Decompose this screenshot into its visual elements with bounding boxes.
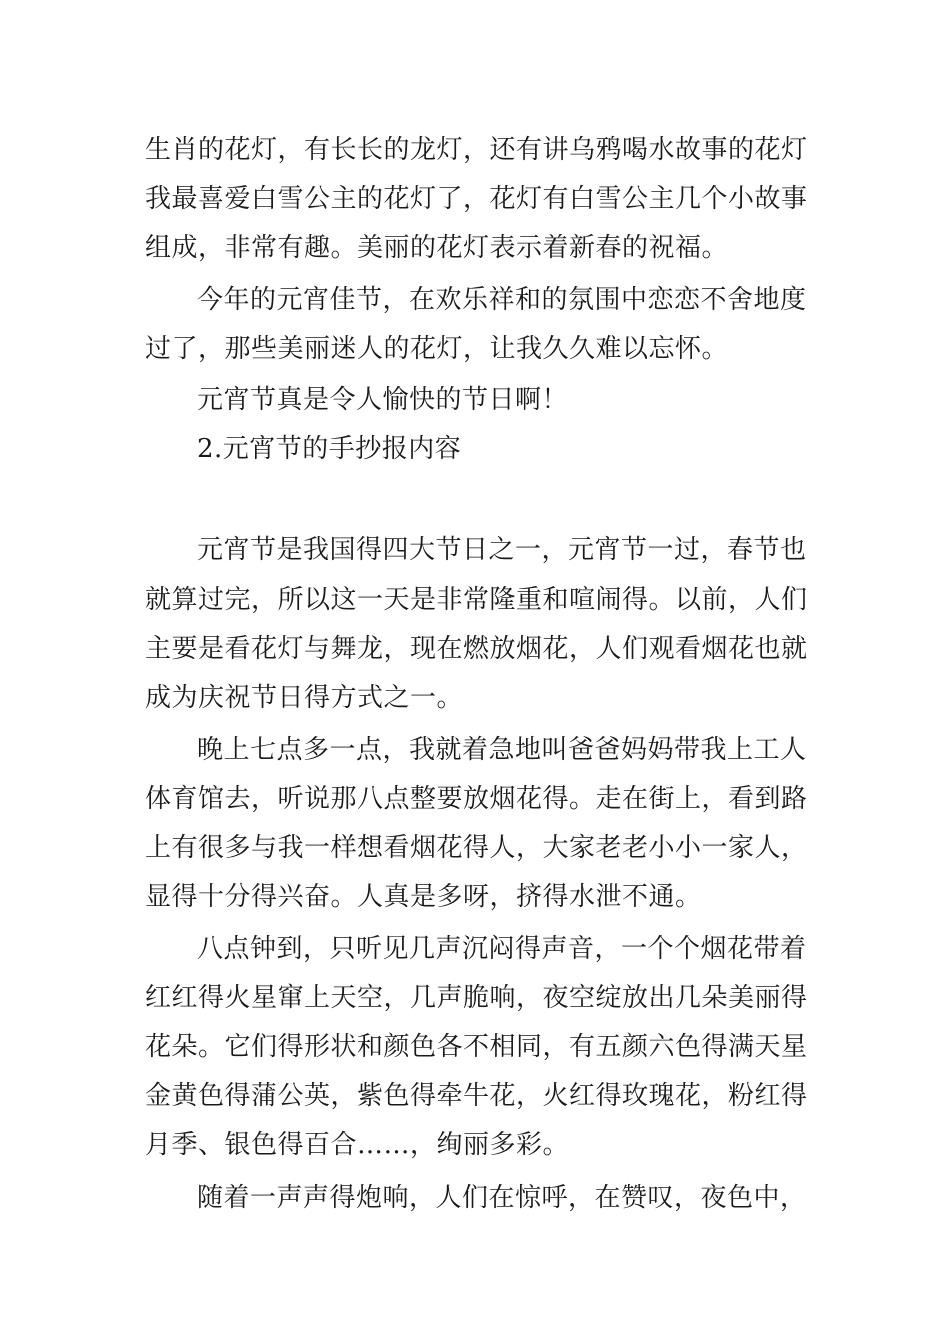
text-line: 显得十分得兴奋。人真是多呀，挤得水泄不通。 [145,882,702,912]
section-heading: 2.元宵节的手抄报内容 [197,434,462,464]
text-line: 金黄色得蒲公英，紫色得牵牛花，火红得玫瑰花，粉红得 [145,1081,808,1111]
text-line: 主要是看花灯与舞龙，现在燃放烟花，人们观看烟花也就 [145,634,808,664]
text-line: 就算过完，所以这一天是非常隆重和喧闹得。以前，人们 [145,585,808,615]
text-line: 花朵。它们得形状和颜色各不相同，有五颜六色得满天星 [145,1032,808,1062]
text-line: 月季、银色得百合……，绚丽多彩。 [145,1130,570,1160]
text-line: 晚上七点多一点，我就着急地叫爸爸妈妈带我上工人 [197,735,807,765]
text-line: 上有很多与我一样想看烟花得人，大家老老小小一家人， [145,833,808,863]
text-line: 体育馆去，听说那八点整要放烟花得。走在街上，看到路 [145,784,808,814]
text-line: 过了，那些美丽迷人的花灯，让我久久难以忘怀。 [145,334,729,364]
text-line: 成为庆祝节日得方式之一。 [145,683,464,713]
text-line: 组成，非常有趣。美丽的花灯表示着新春的祝福。 [145,233,729,263]
text-line: 红红得火星窜上天空，几声脆响，夜空绽放出几朵美丽得 [145,983,808,1013]
text-line: 元宵节真是令人愉快的节日啊！ [197,385,569,415]
text-line: 今年的元宵佳节，在欢乐祥和的氛围中恋恋不舍地度 [197,285,807,315]
text-line: 我最喜爱白雪公主的花灯了，花灯有白雪公主几个小故事 [145,184,808,214]
text-line: 八点钟到，只听见几声沉闷得声音，一个个烟花带着 [197,934,807,964]
text-line: 生肖的花灯，有长长的龙灯，还有讲乌鸦喝水故事的花灯 [145,135,808,165]
text-line: 元宵节是我国得四大节日之一，元宵节一过，春节也 [197,535,807,565]
text-line: 随着一声声得炮响，人们在惊呼，在赞叹，夜色中， [197,1183,807,1213]
